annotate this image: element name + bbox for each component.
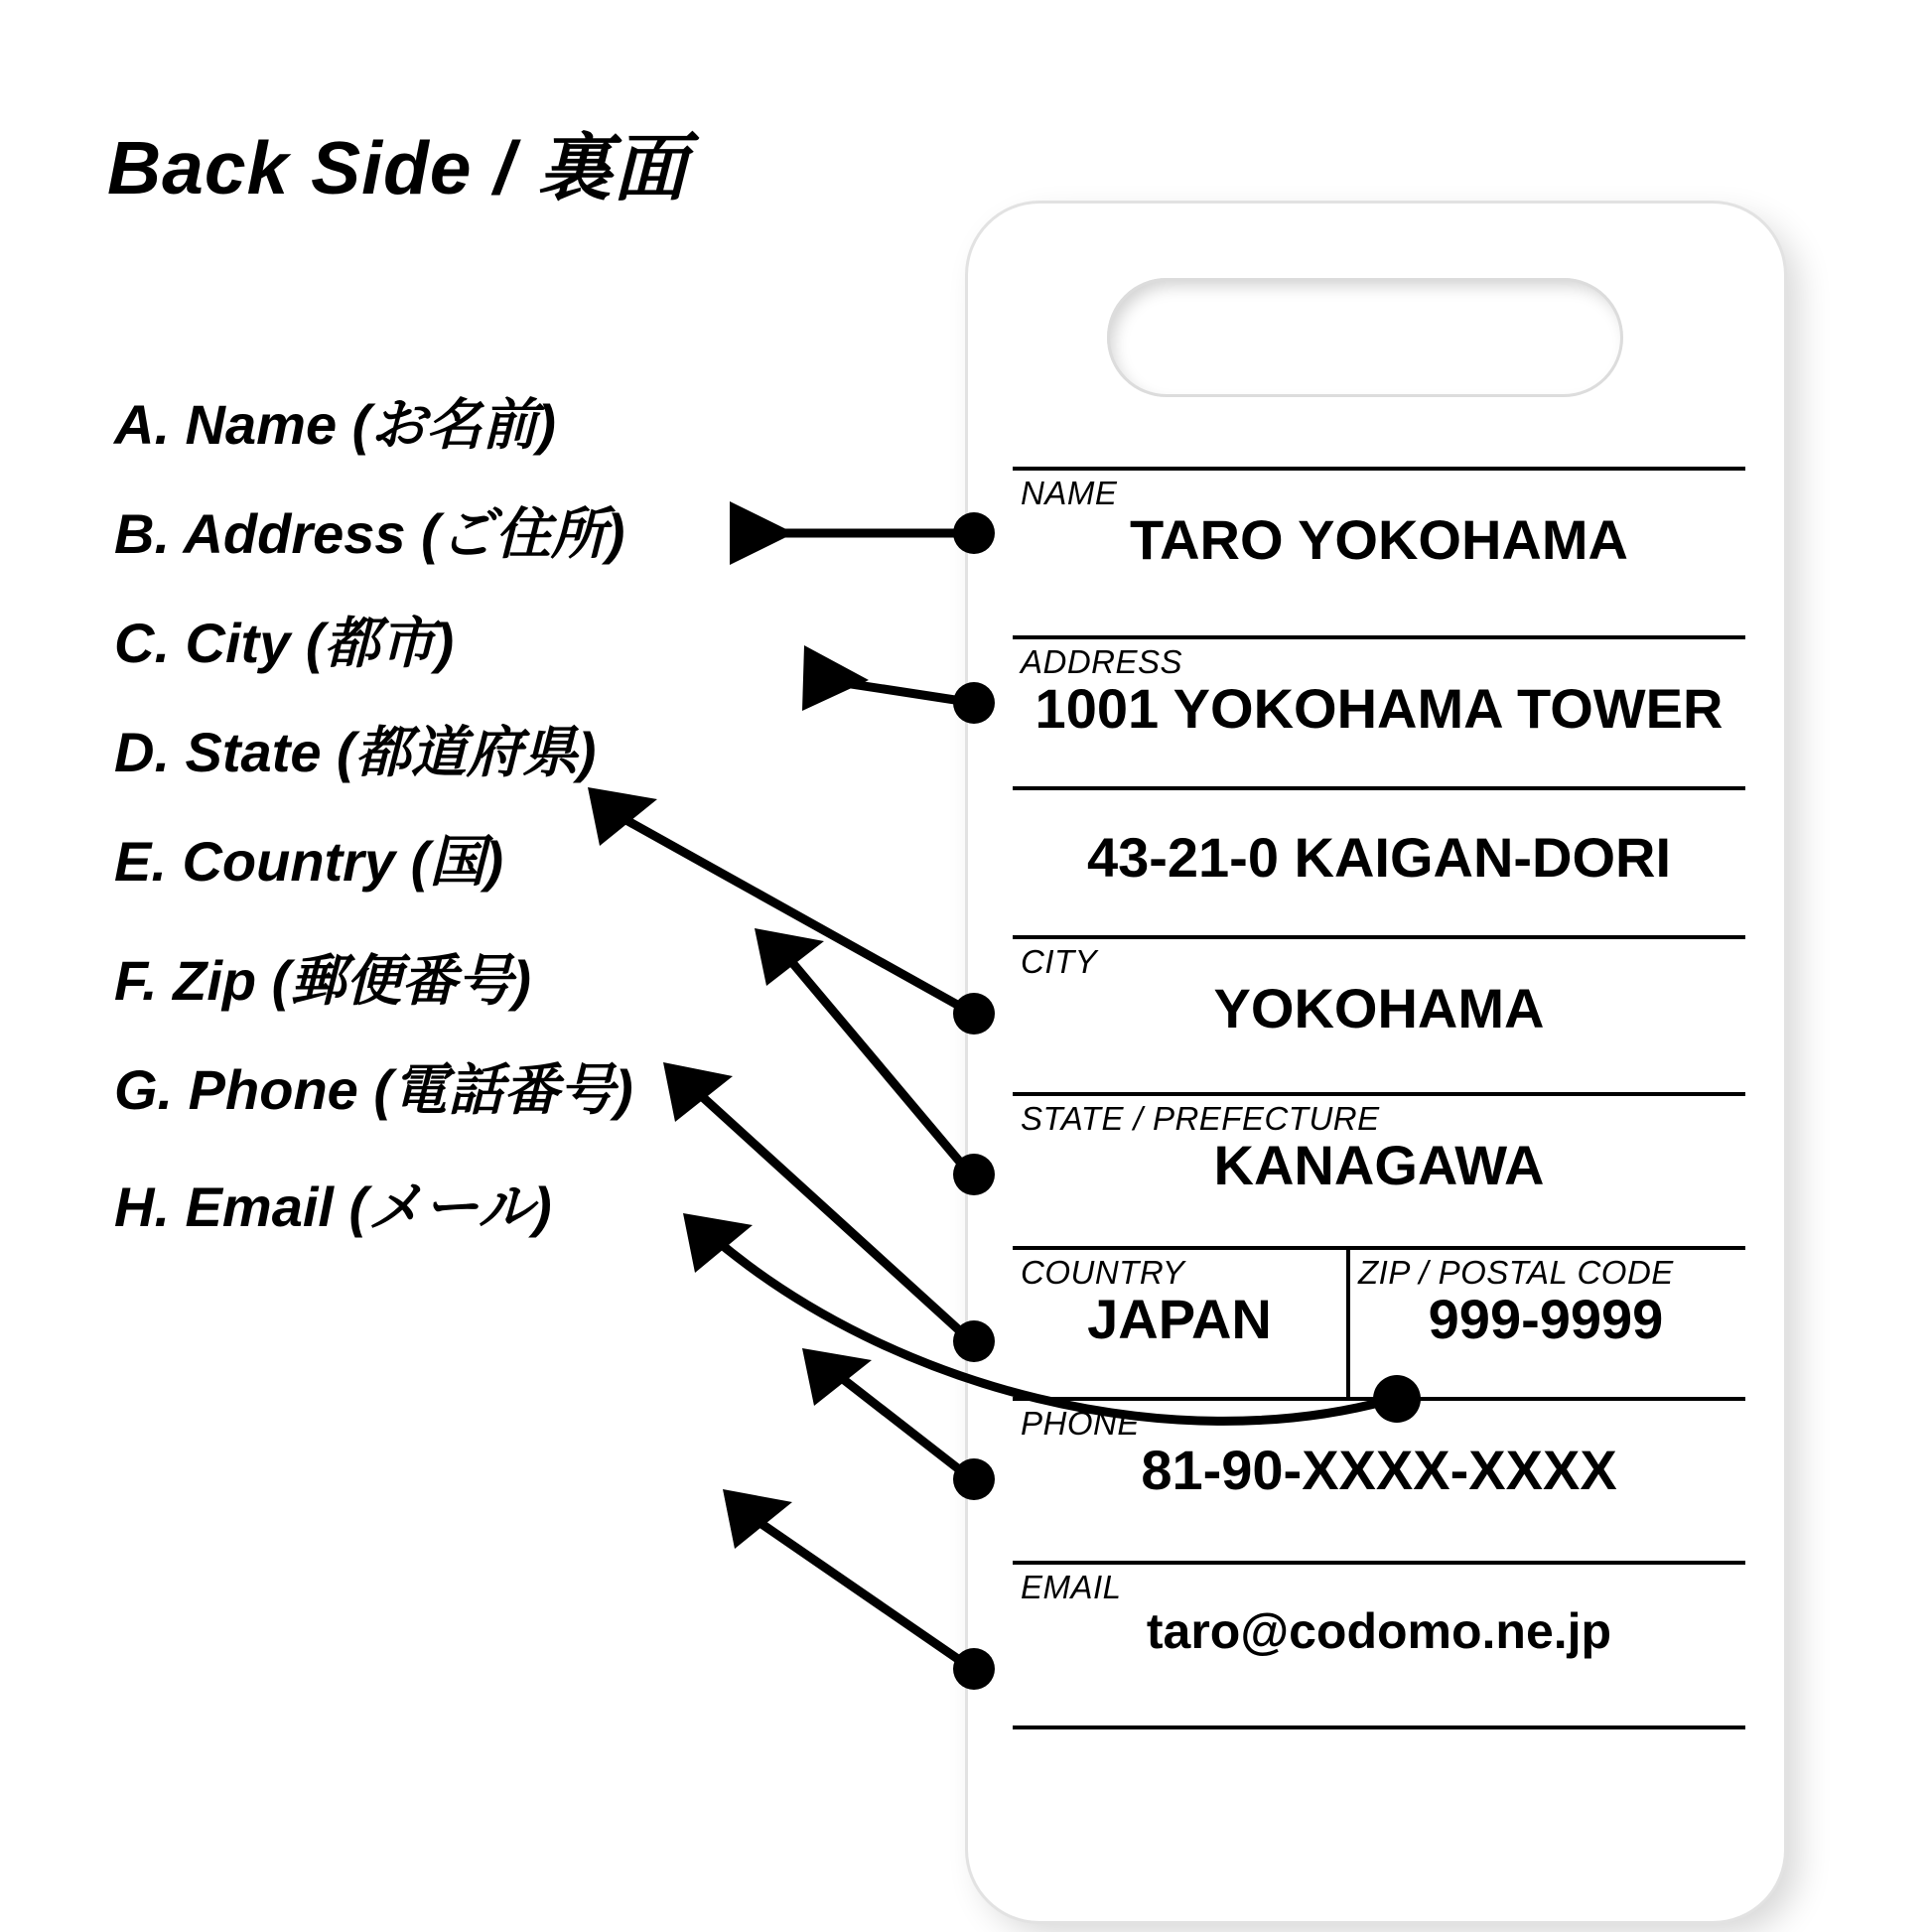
- tag-field-country-label: COUNTRY: [1021, 1254, 1185, 1291]
- tag-field-list: [1013, 467, 1745, 1729]
- legend-item-phone: G. Phone (電話番号): [114, 1058, 633, 1121]
- tag-field-city-label: CITY: [1021, 943, 1098, 980]
- legend-item-state: D. State (都道府県): [114, 721, 597, 783]
- legend-item-email: H. Email (メール): [114, 1175, 552, 1238]
- tag-field-email-label: EMAIL: [1021, 1569, 1122, 1605]
- tag-field-address-line2-row: [1013, 786, 1745, 935]
- tag-field-email: [1013, 1561, 1745, 1729]
- page-title: Back Side / 裏面: [107, 126, 689, 209]
- tag-field-state-label: STATE / PREFECTURE: [1021, 1100, 1380, 1137]
- tag-field-city-value: YOKOHAMA: [1213, 976, 1545, 1039]
- legend-item-zip: F. Zip (郵便番号): [114, 949, 531, 1012]
- tag-field-zip-value: 999-9999: [1428, 1287, 1664, 1350]
- legend-item-city: C. City (都市): [114, 612, 455, 674]
- tag-field-address-line2: 43-21-0 KAIGAN-DORI: [1086, 825, 1672, 889]
- tag-field-phone: [1013, 1397, 1745, 1561]
- connector-state: [755, 928, 995, 1195]
- tag-field-zip-label: ZIP / POSTAL CODE: [1358, 1254, 1674, 1291]
- tag-field-address-line1: 1001 YOKOHAMA TOWER: [1035, 676, 1724, 740]
- tag-field-address-label: ADDRESS: [1021, 643, 1183, 680]
- luggage-tag-card: [968, 204, 1784, 1921]
- connector-name: [730, 501, 995, 565]
- legend-item-address: B. Address (ご住所): [114, 502, 625, 565]
- tag-field-email-value: taro@codomo.ne.jp: [1146, 1602, 1612, 1659]
- tag-field-country-value: JAPAN: [1087, 1287, 1272, 1350]
- legend-item-country: E. Country (国): [114, 830, 503, 893]
- tag-field-name-value: TARO YOKOHAMA: [1130, 507, 1628, 571]
- tag-field-phone-value: 81-90-XXXX-XXXX: [1141, 1438, 1617, 1501]
- connector-city: [588, 787, 995, 1035]
- tag-field-zip: [1350, 1250, 1741, 1397]
- tag-field-state-value: KANAGAWA: [1213, 1133, 1545, 1196]
- connector-phone: [802, 1348, 995, 1500]
- tag-field-phone-label: PHONE: [1021, 1405, 1140, 1442]
- tag-field-name-label: NAME: [1021, 475, 1118, 511]
- legend-item-name: A. Name (お名前): [114, 393, 556, 456]
- tag-field-country-zip-row: [1013, 1246, 1745, 1397]
- tag-field-state: [1013, 1092, 1745, 1246]
- connector-address: [802, 645, 995, 724]
- tag-field-city: [1013, 935, 1745, 1092]
- connector-email: [723, 1489, 995, 1690]
- tag-field-name: [1013, 467, 1745, 635]
- tag-strap-hole: [1107, 278, 1623, 397]
- tag-field-address: [1013, 635, 1745, 786]
- connector-country: [663, 1062, 995, 1362]
- tag-field-country: [1013, 1250, 1350, 1397]
